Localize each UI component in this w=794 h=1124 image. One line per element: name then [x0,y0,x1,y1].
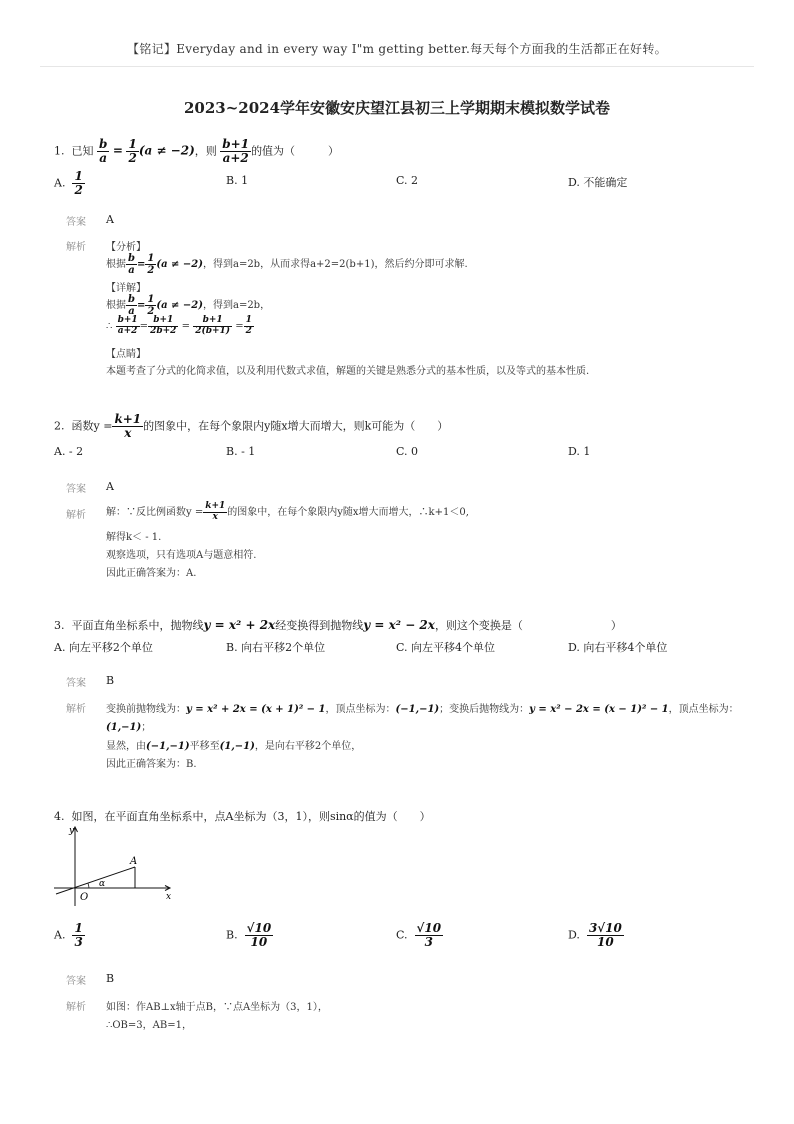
analysis-line: 因此正确答案为：A. [106,568,197,579]
analysis-line [106,253,468,276]
analysis-text: ，得到a=2b， [202,300,271,311]
formula: y = x² − 2x [363,618,435,632]
fraction [245,922,274,949]
numerator: 1 [147,294,155,305]
analysis-line: 解得k＜ - 1. [106,532,162,543]
analysis-text: ，顶点坐标为： [668,704,739,715]
equals: = [137,300,146,311]
analysis-line: ∴OB=3，AB=1， [106,1020,192,1031]
analysis-text: 变换前抛物线为： [106,704,186,715]
fraction [145,253,156,276]
fraction [587,922,624,949]
analysis-label: 解析 [66,704,86,715]
stem-text: ，则这个变换是（ ） [434,619,622,632]
fraction [203,502,227,523]
numerator: b [128,253,135,264]
header-divider [40,66,754,67]
alpha-label: α [99,879,106,889]
option-b[interactable]: B. 向右平移2个单位 [226,641,326,654]
answer-label: 答案 [66,976,86,987]
option-c[interactable]: C. 向左平移4个单位 [396,641,496,654]
condition: (a ≠ −2) [156,259,203,270]
analysis-line: 观察选项，只有选项A与题意相符. [106,550,257,561]
denominator: 3 [424,935,433,950]
stem-text: 已知 [71,144,94,158]
denominator: a+2 [222,151,249,166]
denominator: a [128,306,135,317]
question-number: 2. [54,419,65,433]
analysis-line [106,718,151,733]
answer-label: 答案 [66,484,86,495]
denominator: 2 [147,306,155,317]
analysis-label: 解析 [66,242,86,253]
condition: (a ≠ −2) [156,300,203,311]
answer-label: 答案 [66,217,86,228]
analysis-line [106,294,270,317]
fraction [126,294,137,317]
numerator: b+1 [222,137,250,151]
analysis-text: 平移至 [189,741,220,752]
option-d[interactable] [568,922,624,949]
option-b[interactable]: B. 1 [226,174,249,187]
equals: = [181,320,190,332]
therefore-symbol: ∴ [106,320,113,332]
denominator: 2 [74,183,83,198]
answer-value: A [106,213,114,226]
numerator: 1 [74,169,83,183]
analysis-line [106,502,469,523]
option-c[interactable]: C. 0 [396,445,419,458]
equals: = [112,143,123,158]
stem-text: 的图象中，在每个象限内y随x增大而增大，则k可能为（ ） [143,419,449,433]
option-label: D. [568,928,580,942]
analysis-line: 本题考查了分式的化简求值，以及利用代数式求值，解题的关键是熟悉分式的基本性质，以及等式的基本性质. [106,366,590,377]
option-c[interactable] [396,922,443,949]
fraction [72,922,84,949]
denominator: x [212,511,218,522]
analysis-label: 解析 [66,1002,86,1013]
option-c[interactable]: C. 2 [396,174,419,187]
denominator: 3 [74,935,83,950]
formula: (1,−1) [106,722,142,733]
origin-label: O [80,892,89,903]
option-d[interactable]: D. 不能确定 [568,176,628,189]
option-a[interactable] [54,170,85,197]
denominator: 2(b+1) [195,325,231,336]
analysis-line: 如图：作AB⊥x轴于点B，∵点A坐标为（3，1）， [106,1002,328,1013]
option-b[interactable]: B. - 1 [226,445,256,458]
formula: (−1,−1) [146,741,190,752]
answer-label: 答案 [66,678,86,689]
analysis-text: 解：∵反比例函数y = [106,506,204,518]
denominator: x [124,426,132,441]
option-label: A. [54,176,66,190]
analysis-text: ，是向右平移2个单位， [254,741,362,752]
denominator: a+2 [117,325,138,336]
question-number: 4. [54,810,65,823]
option-a[interactable]: A. - 2 [54,445,84,458]
option-d[interactable]: D. 1 [568,445,591,458]
analysis-line [106,316,254,337]
answer-value: B [106,972,115,985]
option-label: B. [226,928,238,942]
numerator: 1 [245,315,252,325]
coordinate-diagram [52,822,177,910]
fraction [72,170,84,197]
analysis-text: ，顶点坐标为： [325,704,396,715]
analysis-line [106,737,361,752]
motto-banner: 【铭记】Everyday and in every way I"m getting better.每天每个方面我的生活都正在好转。 [127,42,667,56]
denominator: 2b+2 [150,325,177,336]
analysis-label: 解析 [66,510,86,521]
formula: y = x² + 2x = (x + 1)² − 1 [186,704,326,715]
numerator: 1 [74,921,83,935]
equals: = [139,320,149,332]
stem-text: 如图，在平面直角坐标系中，点A坐标为（3，1），则sinα的值为（ ） [71,810,431,823]
fraction [112,413,143,440]
angle-arc [88,884,89,889]
denominator: a [99,151,108,166]
question-1-stem [54,138,339,165]
analysis-text: 根据 [106,300,126,311]
answer-value: A [106,480,114,493]
formula: (1,−1) [219,741,255,752]
fraction [148,316,178,337]
analysis-line: 因此正确答案为：B. [106,759,197,770]
denominator: 10 [250,935,268,950]
answer-value: B [106,674,115,687]
formula: y = x² − 2x = (x − 1)² − 1 [529,704,669,715]
numerator: √10 [246,921,272,935]
fraction [145,294,156,317]
analysis-text: ； [141,722,152,733]
numerator: b+1 [193,316,232,327]
equals: = [137,259,146,270]
analysis-heading: 【点睛】 [106,349,146,360]
analysis-text: ，得到a=2b，从而求得a+2=2(b+1)，然后约分即可求解. [202,259,468,270]
question-2-stem [54,413,448,440]
fraction [126,253,137,276]
ray-oa [56,867,135,894]
denominator: 2 [128,151,137,166]
stem-text: 函数y = [71,419,113,433]
numerator: k+1 [114,412,142,426]
fraction [126,138,138,165]
y-axis-label: y [69,826,75,836]
fraction [415,922,444,949]
denominator: a [128,265,135,276]
analysis-text: 根据 [106,259,126,270]
stem-text: 经变换得到抛物线 [275,619,364,632]
option-label: C. [396,928,408,942]
numerator: b+1 [148,316,178,327]
fraction [220,138,251,165]
point-a-label: A [130,856,138,867]
analysis-line [106,700,739,715]
numerator: √10 [416,921,442,935]
analysis-text: ；变换后抛物线为： [439,704,530,715]
option-a[interactable] [54,922,85,949]
numerator: 1 [128,137,137,151]
numerator: 3√10 [588,921,622,935]
question-3-stem [54,617,622,633]
numerator: k+1 [205,501,226,511]
condition: (a ≠ −2) [138,143,195,158]
numerator: 1 [147,253,155,264]
x-axis-label: x [166,892,172,902]
fraction [193,316,232,337]
analysis-text: 显然，由 [106,741,146,752]
numerator: b [99,137,108,151]
fraction [97,138,109,165]
question-number: 1. [54,144,65,158]
fraction [244,316,254,337]
formula: y = x² + 2x [203,618,276,632]
denominator: 2 [147,265,155,276]
denominator: 2 [245,325,252,336]
option-b[interactable] [226,922,273,949]
option-d[interactable]: D. 向右平移4个单位 [568,641,668,654]
analysis-text: 的图象中，在每个象限内y随x增大而增大，∴k+1＜0, [227,506,469,518]
stem-text: ，则 [194,144,217,158]
analysis-heading: 【详解】 [106,283,146,294]
fraction [116,316,140,337]
page-title: 2023~2024学年安徽安庆望江县初三上学期期末模拟数学试卷 [183,99,611,117]
analysis-heading: 【分析】 [106,242,146,253]
option-label: A. [54,928,66,942]
stem-text: 的值为（ ） [251,144,340,158]
question-number: 3. [54,619,65,632]
numerator: b+1 [117,315,138,325]
formula: (−1,−1) [395,704,440,715]
numerator: b [128,294,135,305]
option-a[interactable]: A. 向左平移2个单位 [54,641,153,654]
equals: = [235,320,244,332]
stem-text: 平面直角坐标系中，抛物线 [71,619,204,632]
denominator: 10 [597,935,614,950]
